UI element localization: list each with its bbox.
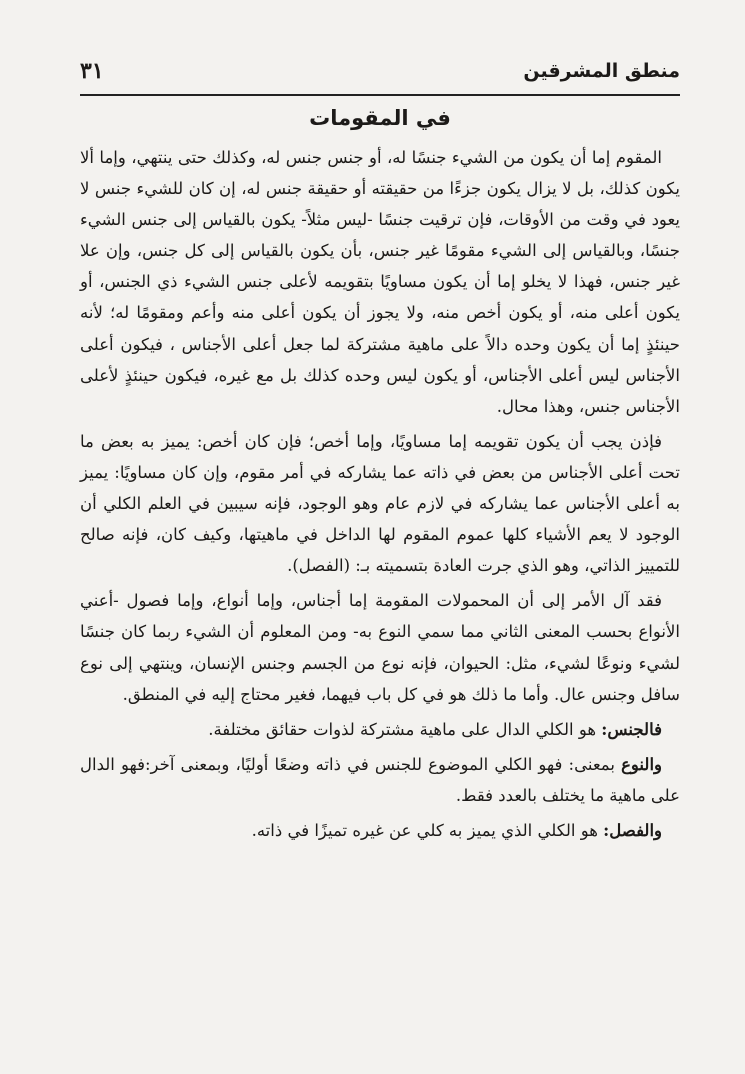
- definition-text: هو الكلي الدال على ماهية مشتركة لذوات حقائق مختلفة.: [208, 719, 602, 739]
- paragraph: المقوم إما أن يكون من الشيء جنسًا له، أو جنس جنس له، وكذلك حتى ينتهي، وإما ألا يكون كذلك، بل لا يزال يكون جزءًا من حقيقته أو حقيقة جنس له، إن كان للشيء جنس لا يعود في وقت من الأوقات، فإن ترقيت جنسًا -ليس مثلاً- يكون بالقياس إلى جنس الشيء جنسًا، وبالقياس إلى الشيء مقومًا غير جنس، بأن يكون بالقياس إلى كل جنس، وإن علا غير جنس، فهذا لا يخلو إما أن يكون مساويًا بتقويمه لأعلى جنس الشيء ذي الجنس، أو يكون أعلى منه، أو يكون أخص منه، ولا يجوز أن يكون أعلى منه وأعم ومقومًا له؛ لأنه حينئذٍ إما أن يكون وحده دالاً على ماهية مشتركة لما جعل أعلى الأجناس ، فيكون أعلى الأجناس ليس أعلى الأجناس، أو يكون ليس وحده كذلك بل مع غيره، فيكون حينئذٍ لأعلى الأجناس جنس، وهذا محال.: [80, 148, 680, 416]
- definition-term: فالجنس:: [601, 719, 662, 739]
- header-rule: [80, 94, 680, 96]
- definition-term: والنوع: [621, 754, 662, 774]
- definition-term: والفصل:: [603, 820, 662, 840]
- paragraph: فإذن يجب أن يكون تقويمه إما مساويًا، وإما أخص؛ فإن كان أخص: يميز به بعض ما تحت أعلى الأجناس من بعض في ذاته عما يشاركه في أمر مقوم، وإن كان مساويًا: يميز به أعلى الأجناس عما يشاركه في لازم عام وهو الوجود، فإنه سيبين في العلم الكلي أن الوجود لا يعم الأشياء كلها عموم المقوم لها الداخل في ماهيتها، وكيف كان، فإنه صالح للتمييز الذاتي، وهو الذي جرت العادة بتسميته بـ: (الفصل).: [80, 431, 680, 576]
- running-title: منطق المشرقين: [523, 60, 680, 82]
- page-header: [80, 58, 680, 90]
- definition-text: هو الكلي الذي يميز به كلي عن غيره تميزًا في ذاته.: [251, 820, 604, 840]
- page-number: ٣١: [80, 58, 104, 84]
- definition-text: بمعنى: فهو الكلي الموضوع للجنس في ذاته وضعًا أوليًا، وبمعنى آخر:فهو الدال على ماهية ما يختلف بالعدد فقط.: [80, 754, 680, 805]
- definition-differentia: [80, 815, 680, 846]
- body-text: [80, 142, 680, 850]
- definition-species: [80, 749, 680, 811]
- section-title: في المقومات: [309, 106, 451, 130]
- definition-genus: [80, 714, 680, 745]
- paragraph: فقد آل الأمر إلى أن المحمولات المقومة إما أجناس، وإما أنواع، وإما فصول -أعني الأنواع بحسب المعنى الثاني مما سمي النوع به- ومن المعلوم أن الشيء ربما كان جنسًا لشيء ونوعًا لشيء، مثل: الحيوان، فإنه نوع من الجسم وجنس الإنسان، وينتهي إلى نوع سافل وجنس عال. وأما ما ذلك هو في كل باب فيهما، فغير محتاج إليه في المنطق.: [80, 591, 680, 704]
